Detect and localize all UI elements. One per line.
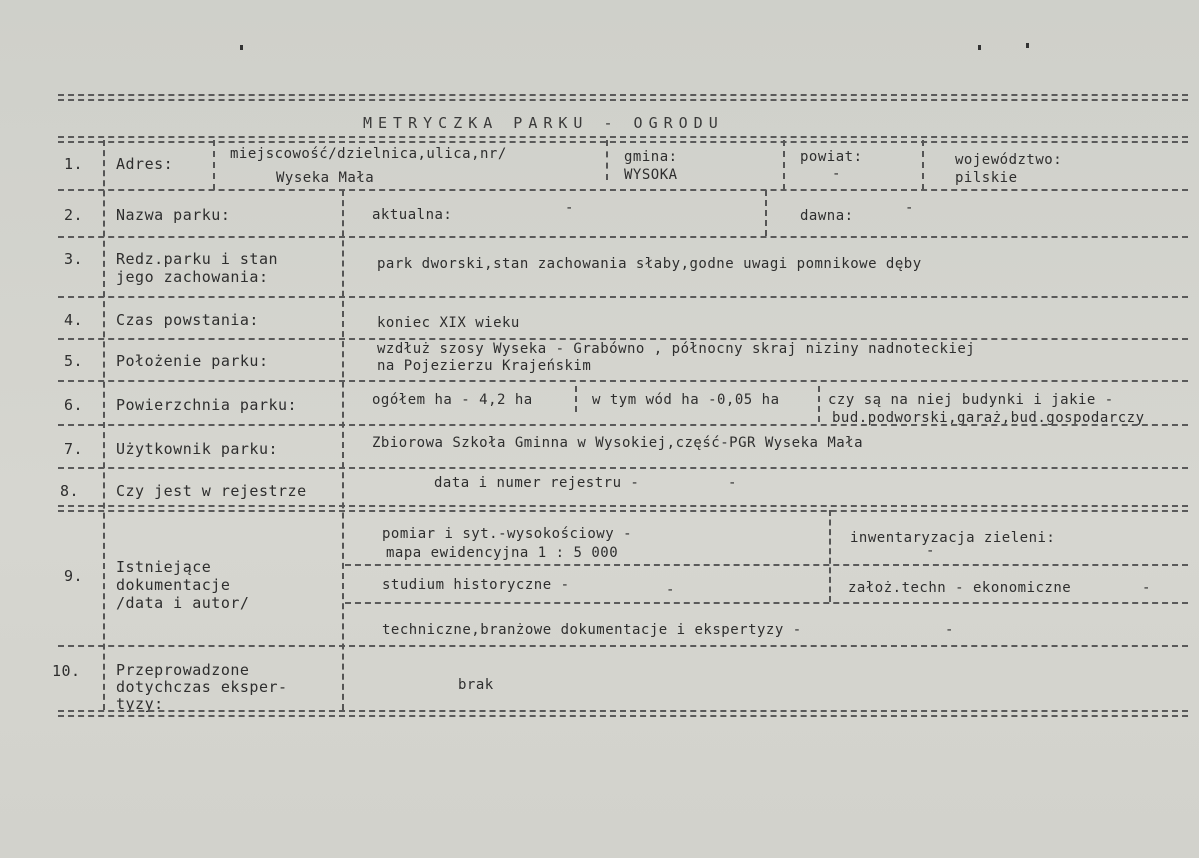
row-10-value: brak — [458, 677, 494, 693]
row-2-number: 2. — [64, 206, 84, 224]
row-3-label-1: Redz.parku i stan — [116, 250, 279, 268]
row-9-pomiar-1: pomiar i syt.-wysokościowy - — [382, 526, 633, 542]
row-6-label: Powierzchnia parku: — [116, 396, 298, 414]
row-5-label: Położenie parku: — [116, 352, 269, 370]
row-1-val-miejscowosc: Wyseka Mała — [276, 170, 375, 186]
row-4-rule — [58, 338, 1188, 340]
row-9-mid-rule-1 — [345, 564, 1188, 566]
col-divider-nazwa — [765, 190, 767, 236]
row-1-label: Adres: — [116, 155, 174, 173]
row-9-label-2: dokumentacje — [116, 576, 231, 594]
row-5-value-1: wzdłuż szosy Wyseka - Grabówno , północny skraj niziny nadnoteckiej — [377, 341, 976, 357]
row-1-val-powiat: - — [832, 166, 841, 182]
scan-mark-3 — [1026, 43, 1029, 48]
row-9-inwentaryzacja: inwentaryzacja zieleni: — [850, 530, 1056, 546]
row-3-value: park dworski,stan zachowania słaby,godne uwagi pomnikowe dęby — [377, 256, 922, 272]
row-3-number: 3. — [64, 250, 84, 268]
row-9-label-3: /data i autor/ — [116, 594, 250, 612]
row-2-col-dawna: dawna: — [800, 208, 854, 224]
row-8-value: data i numer rejestru - — [434, 475, 640, 491]
row-2-val-dawna: - — [905, 200, 914, 216]
row-4-number: 4. — [64, 311, 84, 329]
row-4-label: Czas powstania: — [116, 311, 259, 329]
row-2-rule — [58, 236, 1188, 238]
row-9-rule — [58, 645, 1188, 647]
col-divider-dokumentacje — [829, 510, 831, 602]
row-8-number: 8. — [60, 482, 80, 500]
row-9-pomiar-2: mapa ewidencyjna 1 : 5 000 — [386, 545, 619, 561]
row-9-label-1: Istniejące — [116, 558, 212, 576]
top-rule — [58, 94, 1188, 101]
bottom-rule — [58, 710, 1188, 717]
row-5-value-2: na Pojezierzu Krajeńskim — [377, 358, 592, 374]
row-3-rule — [58, 296, 1188, 298]
row-2-col-aktualna: aktualna: — [372, 207, 453, 223]
title-rule — [58, 136, 1188, 143]
col-divider-gmina — [606, 140, 608, 180]
col-divider-adres — [213, 140, 215, 190]
row-2-val-aktualna: - — [565, 200, 574, 216]
scan-mark-1 — [240, 45, 243, 50]
row-6-budynki-value: bud.podworski,garaż,bud.gospodarczy — [832, 410, 1145, 426]
col-divider-number — [103, 140, 105, 710]
row-1-rule — [58, 189, 1188, 191]
row-8-label: Czy jest w rejestrze — [116, 482, 307, 500]
row-7-label: Użytkownik parku: — [116, 440, 279, 458]
row-7-number: 7. — [64, 440, 84, 458]
row-10-label-3: tyzy: — [116, 695, 164, 713]
row-1-val-wojewodztwo: pilskie — [955, 170, 1018, 186]
row-1-col-wojewodztwo: województwo: — [955, 152, 1063, 168]
row-7-value: Zbiorowa Szkoła Gminna w Wysokiej,część-PGR Wyseka Mała — [372, 435, 864, 451]
col-divider-wojewodztwo — [922, 140, 924, 190]
page-title: METRYCZKA PARKU - OGRODU — [363, 114, 724, 132]
row-2-label: Nazwa parku: — [116, 206, 231, 224]
row-9-mid-rule-2 — [345, 602, 1188, 604]
row-10-number: 10. — [52, 662, 81, 680]
row-6-ogolem: ogółem ha - 4,2 ha — [372, 392, 533, 408]
row-3-label-2: jego zachowania: — [116, 268, 269, 286]
row-1-col-powiat: powiat: — [800, 149, 863, 165]
row-9-techniczne-value: - — [945, 622, 954, 638]
row-5-rule — [58, 380, 1188, 382]
row-9-number: 9. — [64, 567, 84, 585]
row-9-studium-value: - — [666, 582, 675, 598]
row-6-rule — [58, 424, 1188, 426]
row-1-val-gmina: WYSOKA — [624, 167, 678, 183]
row-1-number: 1. — [64, 155, 84, 173]
col-divider-powierzchnia-1 — [575, 386, 577, 412]
row-8-dash: - — [728, 475, 737, 491]
row-1-col-miejscowosc: miejscowość/dzielnica,ulica,nr/ — [230, 146, 507, 162]
row-8-rule — [58, 505, 1188, 512]
row-6-wod: w tym wód ha -0,05 ha — [592, 392, 780, 408]
row-9-studium: studium historyczne - — [382, 577, 570, 593]
col-divider-powiat — [783, 140, 785, 190]
row-9-inwentaryzacja-value: - — [926, 543, 935, 559]
col-divider-label — [342, 190, 344, 710]
row-9-zaloz: założ.techn - ekonomiczne — [848, 580, 1072, 596]
row-4-value: koniec XIX wieku — [377, 315, 520, 331]
row-9-techniczne: techniczne,branżowe dokumentacje i ekspertyzy - — [382, 622, 802, 638]
scan-mark-2 — [978, 45, 981, 50]
row-7-rule — [58, 467, 1188, 469]
col-divider-powierzchnia-2 — [818, 386, 820, 422]
row-10-label-1: Przeprowadzone — [116, 661, 250, 679]
row-6-budynki-question: czy są na niej budynki i jakie - — [828, 392, 1114, 408]
row-1-col-gmina: gmina: — [624, 149, 678, 165]
row-9-zaloz-value: - — [1142, 580, 1151, 596]
row-6-number: 6. — [64, 396, 84, 414]
row-5-number: 5. — [64, 352, 84, 370]
row-10-label-2: dotychczas eksper- — [116, 678, 288, 696]
